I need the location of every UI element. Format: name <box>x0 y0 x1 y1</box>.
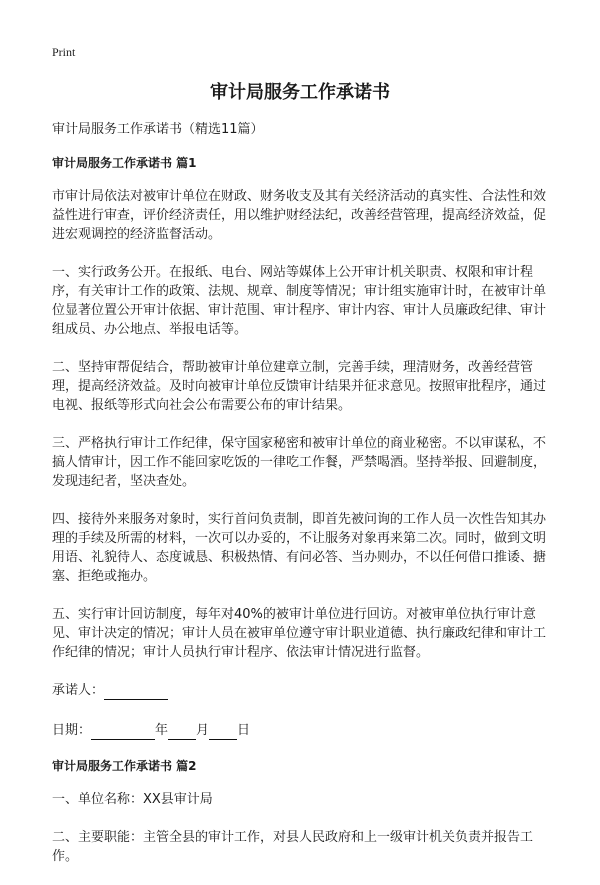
month-label: 月 <box>196 723 210 738</box>
paragraph: 五、实行审计回访制度，每年对40%的被审计单位进行回访。对被审单位执行审计意见、审计决定的情况；审计人员在被审单位遵守审计职业道德、执行廉政纪律和审计工作纪律的情况；审计人员执行审计程序、依法审计情况进行监督。 <box>52 607 547 660</box>
paragraph: 一、单位名称：XX县审计局 <box>52 792 213 807</box>
section-heading-1: 审计局服务工作承诺书 篇1 <box>52 156 197 170</box>
date-line <box>52 721 552 740</box>
document-subtitle: 审计局服务工作承诺书（精选11篇） <box>52 122 264 137</box>
paragraph: 四、接待外来服务对象时，实行首问负责制，即首先被问询的工作人员一次性告知其办理的手续及所需的材料，一次可以办妥的，不让服务对象再来第二次。同时，做到文明用语、礼貌待人、态度诚恳、积极热情、有问必答、当办则办，不以任何借口推诿、搪塞、拒绝或拖办。 <box>52 512 547 584</box>
document-body <box>52 120 552 885</box>
year-label: 年 <box>155 723 169 738</box>
year-blank <box>91 725 155 740</box>
date-label: 日期： <box>52 723 92 738</box>
paragraph: 二、主要职能：主管全县的审计工作，对县人民政府和上一级审计机关负责并报告工作。 <box>52 830 534 864</box>
day-label: 日 <box>237 723 251 738</box>
paragraph: 一、实行政务公开。在报纸、电台、网站等媒体上公开审计机关职责、权限和审计程序，有关审计工作的政策、法规、规章、制度等情况；审计组实施审计时，在被审计单位显著位置公开审计依据、审计范围、审计程序、审计内容、审计人员廉政纪律、审计组成员、办公地点、举报电话等。 <box>52 265 547 337</box>
section-heading-2: 审计局服务工作承诺书 篇2 <box>52 759 197 773</box>
paragraph: 二、坚持审帮促结合，帮助被审计单位建章立制，完善手续，理清财务，改善经营管理，提高经济效益。及时向被审计单位反馈审计结果并征求意见。按照审批程序，通过电视、报纸等形式向社会公布需要公布的审计结果。 <box>52 360 547 413</box>
signer-line <box>52 681 552 700</box>
day-blank <box>209 725 237 740</box>
signer-blank <box>104 685 168 700</box>
paragraph: 三、严格执行审计工作纪律，保守国家秘密和被审计单位的商业秘密。不以审谋私，不搞人情审计，因工作不能回家吃饭的一律吃工作餐，严禁喝酒。坚持举报、回避制度，发现违纪者，坚决查处。 <box>52 436 547 489</box>
signer-label: 承诺人： <box>52 683 105 698</box>
print-link[interactable]: Print <box>52 45 76 59</box>
month-blank <box>168 725 196 740</box>
page-title: 审计局服务工作承诺书 <box>210 82 390 103</box>
paragraph: 市审计局依法对被审计单位在财政、财务收支及其有关经济活动的真实性、合法性和效益性进行审查，评价经济责任，用以维护财经法纪，改善经营管理，提高经济效益，促进宏观调控的经济监督活动。 <box>52 189 547 242</box>
